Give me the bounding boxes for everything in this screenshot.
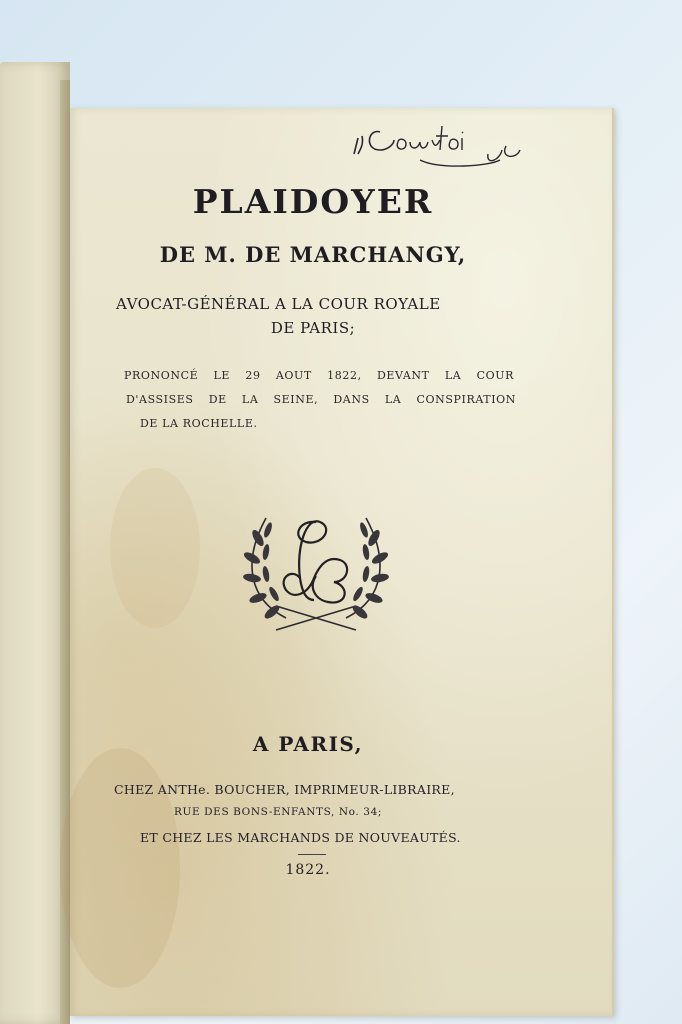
imprint-line-2: RUE DES BONS-ENFANTS, No. 34; <box>174 806 382 818</box>
author-role-city: DE PARIS; <box>270 319 356 337</box>
monogram-wreath-icon <box>236 508 396 648</box>
description-line-1: PRONONCÉ LE 29 AOUT 1822, DEVANT LA COUR <box>124 369 514 382</box>
divider-rule <box>298 854 326 855</box>
imprint-line-3: ET CHEZ LES MARCHANDS DE NOUVEAUTÉS. <box>140 830 461 845</box>
handwritten-signature <box>350 110 540 190</box>
author-role-line: AVOCAT-GÉNÉRAL A LA COUR ROYALE <box>116 295 441 313</box>
description-line-2: D'ASSISES DE LA SEINE, DANS LA CONSPIRATION <box>126 393 516 406</box>
water-stain <box>110 468 200 628</box>
publication-year: 1822. <box>285 862 331 878</box>
description-line-3: DE LA ROCHELLE. <box>140 417 258 430</box>
book-title: PLAIDOYER <box>192 182 434 221</box>
author-line: DE M. DE MARCHANGY, <box>159 242 467 267</box>
title-page <box>70 108 614 1016</box>
imprint-line-1: CHEZ ANTHe. BOUCHER, IMPRIMEUR-LIBRAIRE, <box>114 782 455 797</box>
publication-place: A PARIS, <box>252 732 364 756</box>
